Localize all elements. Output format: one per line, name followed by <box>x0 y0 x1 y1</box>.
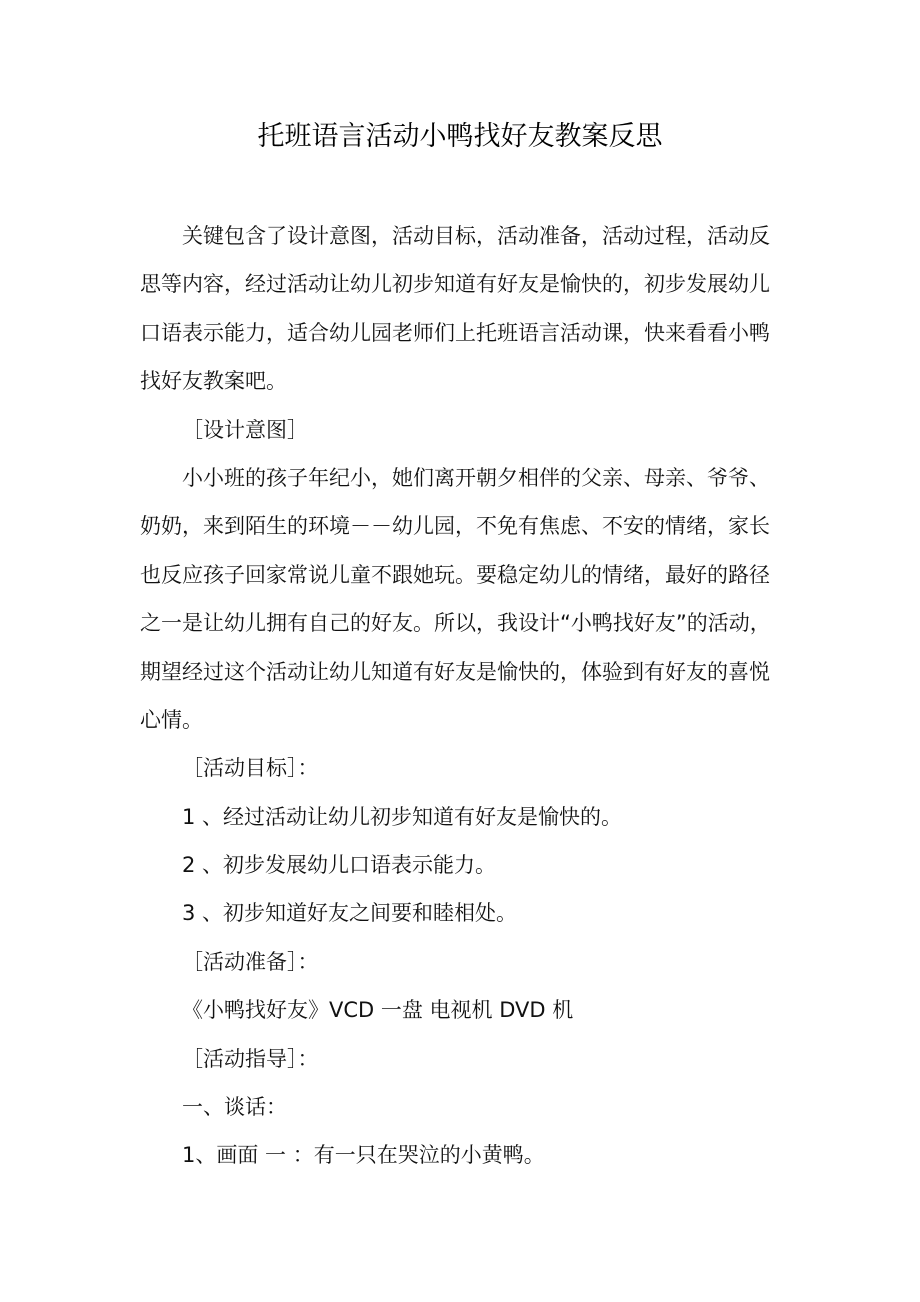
prep-text: 《小鸭找好友》VCD 一盘 电视机 DVD 机 <box>182 998 574 1023</box>
design-intent-line: 小小班的孩子年纪小，她们离开朝夕相伴的父亲、母亲、爷爷、 <box>182 465 770 490</box>
design-intent-paragraph <box>140 454 790 744</box>
intro-line: 找好友教案吧。 <box>140 369 287 394</box>
goals-heading: ［活动目标］： <box>182 756 319 781</box>
goal-item: 1 、经过活动让幼儿初步知道有好友是愉快的。 <box>182 804 623 829</box>
talk-heading: 一、谈话： <box>182 1095 287 1120</box>
design-intent-line: 心情。 <box>140 707 203 732</box>
design-intent-line: 期望经过这个活动让幼儿知道有好友是愉快的，体验到有好友的喜悦 <box>140 659 770 684</box>
prep-heading: ［活动准备］： <box>182 949 319 974</box>
design-intent-heading: ［设计意图］ <box>182 417 308 442</box>
design-intent-line: 奶奶，来到陌生的环境－－幼儿园，不免有焦虑、不安的情绪，家长 <box>140 514 770 539</box>
intro-paragraph <box>140 212 790 406</box>
design-intent-line: 之一是让幼儿拥有自己的好友。所以，我设计“小鸭找好友”的活动， <box>140 611 771 636</box>
intro-line: 思等内容，经过活动让幼儿初步知道有好友是愉快的，初步发展幼儿 <box>140 272 770 297</box>
talk-item: 1、画面 一 ：有一只在哭泣的小黄鸭。 <box>182 1143 545 1168</box>
goal-item: 3 、初步知道好友之间要和睦相处。 <box>182 901 518 926</box>
goals-list <box>140 793 790 938</box>
design-intent-line: 也反应孩子回家常说儿童不跟她玩。要稳定幼儿的情绪，最好的路径 <box>140 562 770 587</box>
intro-line: 口语表示能力，适合幼儿园老师们上托班语言活动课，快来看看小鸭 <box>140 320 770 345</box>
goal-item: 2 、初步发展幼儿口语表示能力。 <box>182 853 497 878</box>
guide-heading: ［活动指导］： <box>182 1046 319 1071</box>
document-body <box>140 212 790 1180</box>
intro-line: 关键包含了设计意图，活动目标，活动准备，活动过程，活动反 <box>182 224 770 248</box>
document-title: 托班语言活动小鸭找好友教案反思 <box>257 121 663 152</box>
